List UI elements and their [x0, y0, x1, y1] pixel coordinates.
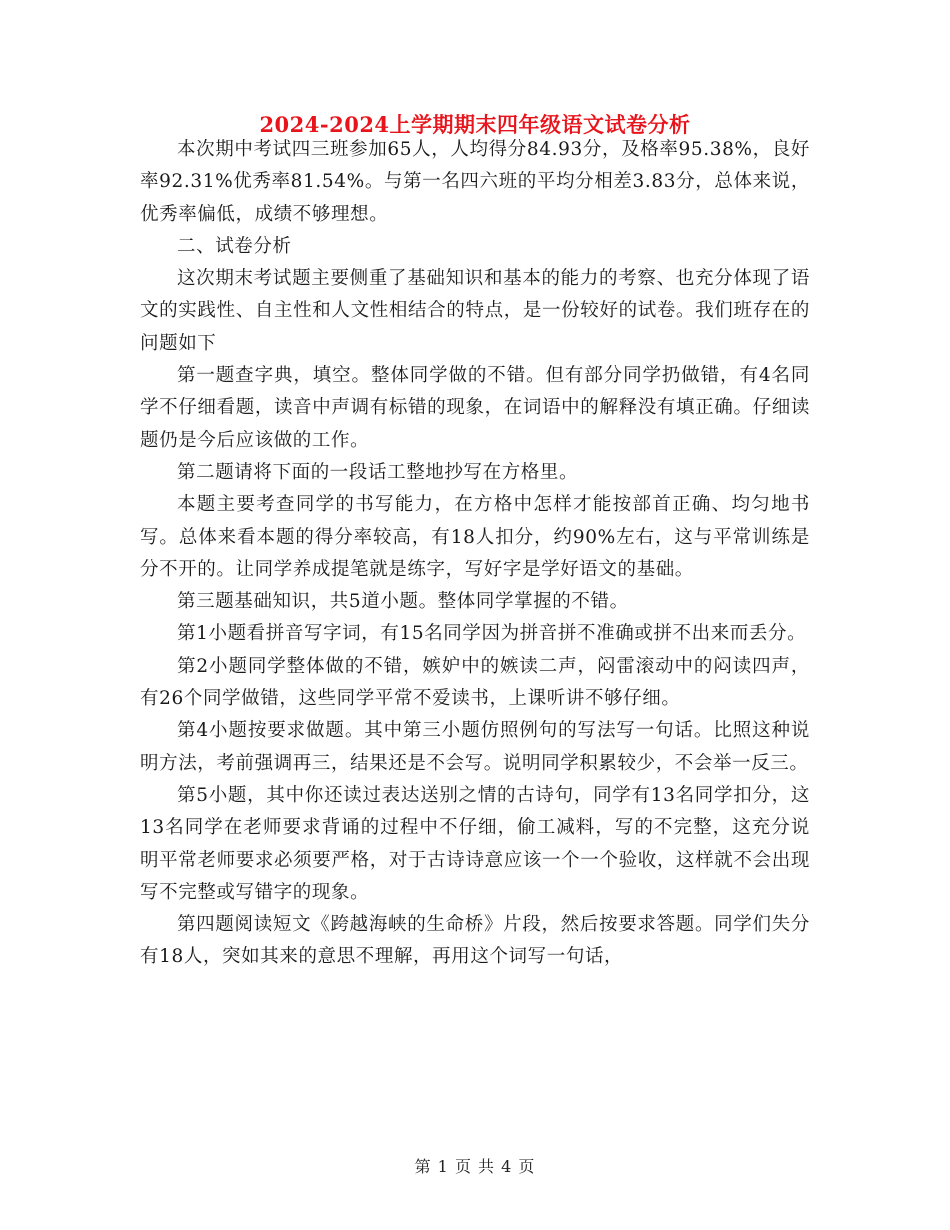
paragraph: 第2小题同学整体做的不错，嫉妒中的嫉读二声，闷雷滚动中的闷读四声，有26个同学做错，这些同学平常不爱读书，上课听讲不够仔细。: [140, 655, 810, 710]
paragraph: 本次期中考试四三班参加65人，人均得分84.93分，及格率95.38%，良好率92.31%优秀率81.54%。与第一名四六班的平均分相差3.83分，总体来说，优秀率偏低，成绩不够理想。: [140, 139, 810, 225]
paragraph: 这次期末考试题主要侧重了基础知识和基本的能力的考察、也充分体现了语文的实践性、自主性和人文性相结合的特点，是一份较好的试卷。我们班存在的问题如下: [140, 268, 810, 354]
paragraph: 第二题请将下面的一段话工整地抄写在方格里。: [177, 461, 579, 483]
paragraph: 第四题阅读短文《跨越海峡的生命桥》片段，然后按要求答题。同学们失分有18人，突如其来的意思不理解，再用这个词写一句话，: [140, 914, 810, 968]
paragraph: 第三题基础知识，共5道小题。整体同学掌握的不错。: [177, 591, 629, 613]
section-heading: 二、试卷分析: [177, 235, 292, 257]
paragraph: 第1小题看拼音写字词，有15名同学因为拼音拼不准确或拼不出来而丢分。: [177, 623, 807, 645]
paragraph: 第5小题，其中你还读过表达送别之情的古诗句，同学有13名同学扣分，这13名同学在老师要求背诵的过程中不仔细，偷工减料，写的不完整，这充分说明平常老师要求必须要严格，对于古诗诗意应该一个一个验收，这样就不会出现写不完整或写错字的现象。: [140, 784, 810, 903]
document-body: [140, 134, 810, 974]
document-title: 2024-2024上学期期末四年级语文试卷分析: [259, 112, 691, 137]
paragraph: 本题主要考查同学的书写能力，在方格中怎样才能按部首正确、均匀地书写。总体来看本题的得分率较高，有18人扣分，约90%左右，这与平常训练是分不开的。让同学养成提笔就是练字，写好字是学好语文的基础。: [140, 494, 810, 580]
paragraph: 第4小题按要求做题。其中第三小题仿照例句的写法写一句话。比照这种说明方法，考前强调再三，结果还是不会写。说明同学积累较少，不会举一反三。: [140, 720, 810, 774]
paragraph: 第一题查字典，填空。整体同学做的不错。但有部分同学扔做错，有4名同学不仔细看题，读音中声调有标错的现象，在词语中的解释没有填正确。仔细读题仍是今后应该做的工作。: [140, 365, 810, 451]
page-footer: 第 1 页 共 4 页: [414, 1157, 536, 1176]
